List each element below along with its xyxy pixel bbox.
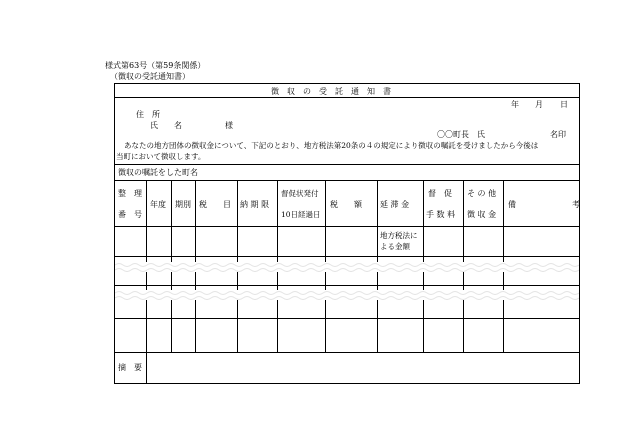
col-sep-1 [146, 180, 147, 384]
form-subtitle: （徴収の受託通知書） [110, 72, 190, 81]
header-row-bottom [115, 226, 579, 227]
document-title: 徴 収 の 受 託 通 知 書 [271, 87, 391, 96]
form-number-label: 様式第63号（第59条関係） [105, 61, 206, 70]
table-top-line [115, 180, 579, 181]
row3-bottom [115, 318, 579, 319]
col-fee-top: 督 促 [428, 189, 452, 198]
entaikin-note-line2: よる金額 [380, 242, 410, 251]
date-year: 年 [511, 100, 519, 109]
body-divider [115, 164, 579, 165]
seal-label: 名印 [550, 130, 566, 139]
col-entaikin: 延 滞 金 [380, 200, 410, 209]
col-seiri-top: 整 理 [118, 189, 142, 198]
torn-band-top [115, 262, 579, 272]
col-remarks: 備 考 [508, 200, 580, 209]
table-bottom-line [115, 352, 579, 353]
entrusted-town-label: 徴収の嘱託をした町名 [118, 168, 198, 177]
col-nouki: 納 期 限 [240, 200, 270, 209]
body-text-line2: 当町において徴収します。 [116, 152, 206, 161]
name-label: 氏 名 [150, 121, 182, 130]
honorific-label: 様 [225, 121, 233, 130]
col-nendo: 年度 [150, 200, 166, 209]
entaikin-note-line1: 地方税法に [380, 231, 418, 240]
col-seiri-bottom: 番 号 [118, 210, 142, 219]
col-tokusoku-bottom: 10日経過日 [281, 210, 321, 219]
town-mayor-label: 〇〇町長 氏 [437, 130, 485, 139]
col-fee-bottom: 手 数 料 [426, 210, 456, 219]
col-other-top: そ の 他 [467, 189, 497, 198]
title-divider [115, 97, 579, 98]
tekiyou-label: 摘 要 [118, 363, 142, 372]
col-zeigaku: 税 額 [330, 200, 362, 209]
date-day: 日 [560, 100, 568, 109]
address-label: 住 所 [136, 110, 160, 119]
row1-bottom [115, 256, 579, 257]
form-frame [114, 83, 580, 384]
torn-band-bottom [115, 290, 579, 300]
col-zeimoku: 税 目 [199, 200, 231, 209]
col-kibetsu: 期別 [175, 200, 191, 209]
row2-bottom [115, 285, 579, 286]
col-other-bottom: 徴 収 金 [467, 210, 497, 219]
date-month: 月 [535, 100, 543, 109]
body-text-line1: あなたの地方団体の徴収金について、下記のとおり、地方税法第20条の４の規定により徴収の嘱託を受けましたから今後は [124, 141, 539, 150]
col-tokusoku-top: 督促状発付 [281, 189, 319, 198]
